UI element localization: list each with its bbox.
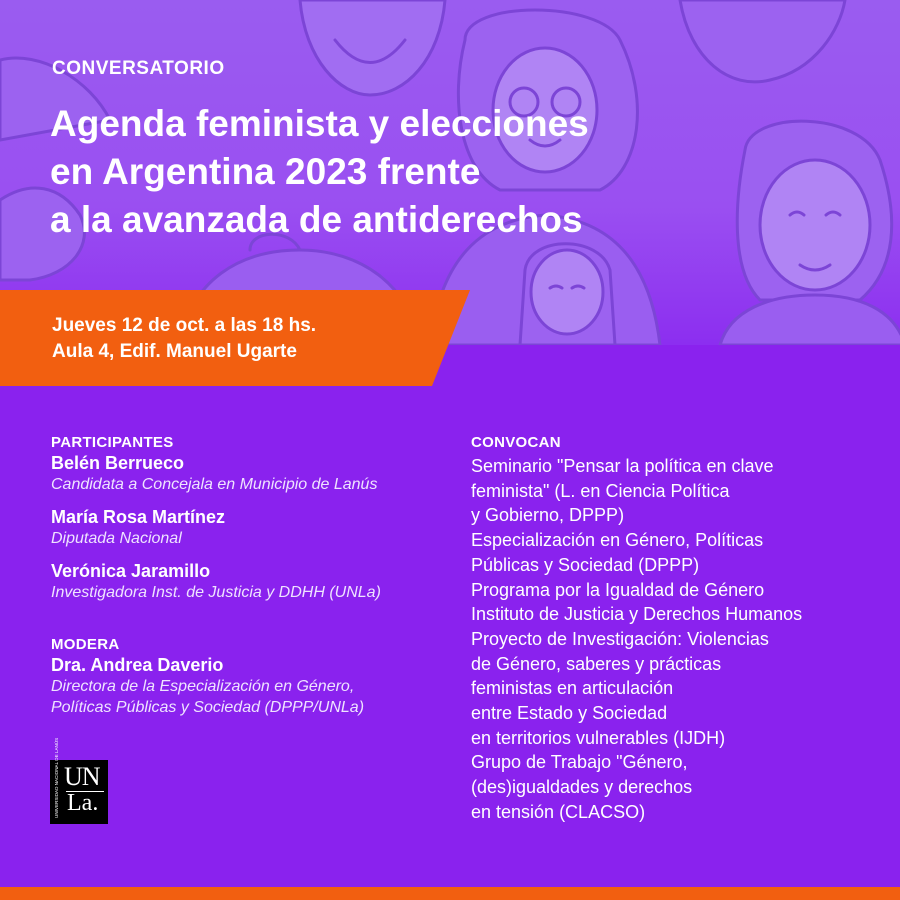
illustration-figure (720, 295, 900, 345)
title-line: a la avanzada de antiderechos (50, 199, 583, 240)
convener-line: de Género, saberes y prácticas (471, 653, 722, 674)
moderator-role-line: Directora de la Especialización en Género, (51, 678, 355, 695)
participant-name: Belén Berrueco (51, 453, 185, 473)
participant-entry (51, 506, 451, 549)
unla-logo (50, 737, 108, 824)
convener-line: Programa por la Igualdad de Género (471, 579, 765, 600)
logo-side-text: UNIVERSIDAD NACIONAL DE LANÚS (54, 737, 59, 818)
illustration-figure (300, 0, 445, 95)
convener-line: en tensión (CLACSO) (471, 801, 646, 822)
convener-line: en territorios vulnerables (IJDH) (471, 727, 726, 748)
participant-entry (51, 560, 451, 603)
illustration-figure (531, 250, 603, 334)
convener-line: Instituto de Justicia y Derechos Humanos (471, 604, 803, 625)
convener-line: entre Estado y Sociedad (471, 703, 668, 724)
moderator-role-line: Políticas Públicas y Sociedad (DPPP/UNLa) (51, 699, 365, 716)
title-line: Agenda feminista y elecciones (50, 103, 589, 144)
convener-line: Especialización en Género, Políticas (471, 530, 764, 551)
participant-role: Investigadora Inst. de Justicia y DDHH (UNLa) (51, 584, 381, 601)
participants-heading: PARTICIPANTES (51, 434, 174, 451)
title-line: en Argentina 2023 frente (50, 151, 481, 192)
convener-line: Proyecto de Investigación: Violencias (471, 628, 769, 649)
participant-entry (51, 452, 451, 495)
participant-role: Candidata a Concejala en Municipio de Lanús (51, 476, 378, 493)
illustration-figure (680, 0, 845, 82)
conveners-column (471, 434, 891, 825)
date-banner (0, 290, 470, 386)
convener-line: y Gobierno, DPPP) (471, 505, 625, 526)
logo-line-un: UN (64, 762, 100, 791)
conveners-list (471, 454, 891, 825)
event-type-label: CONVERSATORIO (52, 58, 225, 79)
moderator-heading: MODERA (51, 636, 120, 653)
conveners-heading: CONVOCAN (471, 434, 561, 451)
convener-line: Grupo de Trabajo "Género, (471, 752, 688, 773)
bottom-accent-bar (0, 887, 900, 900)
convener-line: Seminario "Pensar la política en clave (471, 456, 774, 476)
participant-name: Verónica Jaramillo (51, 561, 211, 581)
moderator-name: Dra. Andrea Daverio (51, 655, 224, 675)
convener-line: feminista" (L. en Ciencia Política (471, 480, 730, 501)
convener-line: Públicas y Sociedad (DPPP) (471, 554, 700, 575)
event-place: Aula 4, Edif. Manuel Ugarte (52, 341, 297, 362)
logo-line-la: La. (67, 790, 99, 816)
participant-name: María Rosa Martínez (51, 507, 226, 527)
participant-role: Diputada Nacional (51, 530, 182, 547)
participants-column (51, 434, 451, 718)
event-title (50, 100, 690, 244)
banner-text (52, 313, 316, 365)
convener-line: feministas en articulación (471, 678, 674, 699)
convener-line: (des)igualdades y derechos (471, 777, 693, 798)
event-date: Jueves 12 de oct. a las 18 hs. (52, 315, 317, 336)
